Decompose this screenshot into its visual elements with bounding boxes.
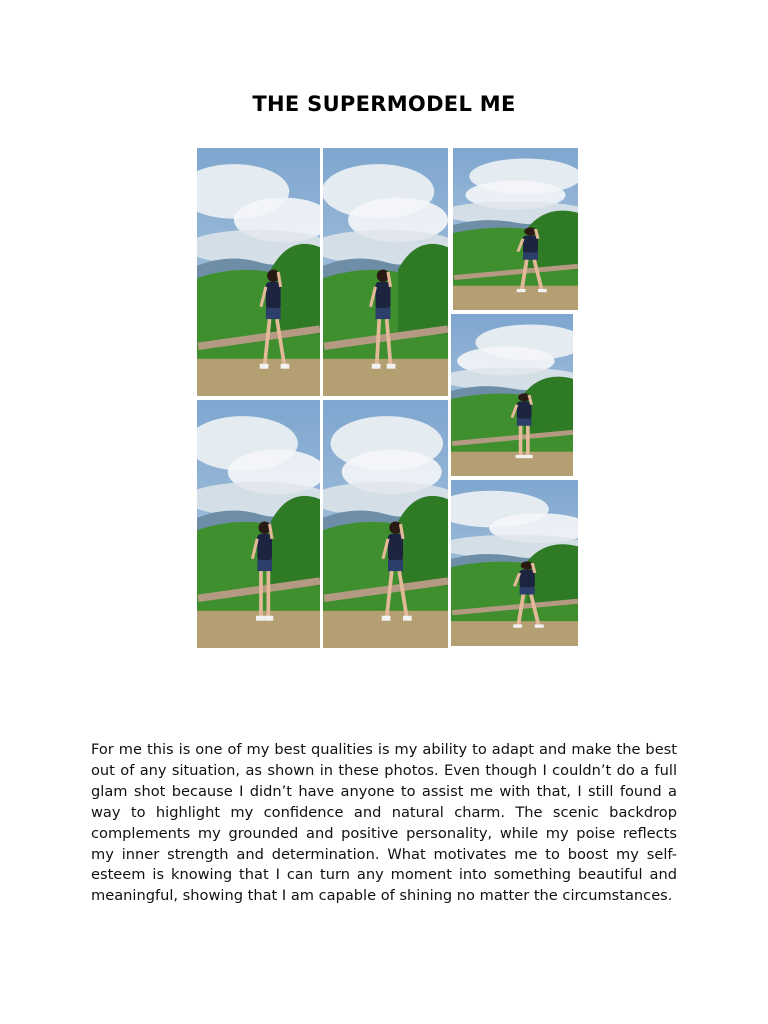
photo-6 [451, 314, 573, 476]
photo-2 [197, 400, 320, 648]
body-paragraph: For me this is one of my best qualities is my ability to adapt and make the best out of any situation, as shown in these photos. Even though I couldn’t do a full glam shot because I didn’t have anyone to assist me with that, I still found a way to highlight my confidence and natural charm. The scenic backdrop complements my grounded and positive personality, while my poise reflects my inner strength and determination. What motivates me to boost my self-esteem is knowing that I can turn any moment into something beautiful and meaningful, showing that I am capable of shining no matter the circumstances. [91, 741, 677, 905]
page-title: THE SUPERMODEL ME [252, 92, 516, 116]
photo-7 [451, 480, 578, 646]
photo-4 [323, 400, 448, 648]
photo-3 [323, 148, 448, 396]
photo-5 [453, 148, 578, 310]
photo-1 [197, 148, 320, 396]
